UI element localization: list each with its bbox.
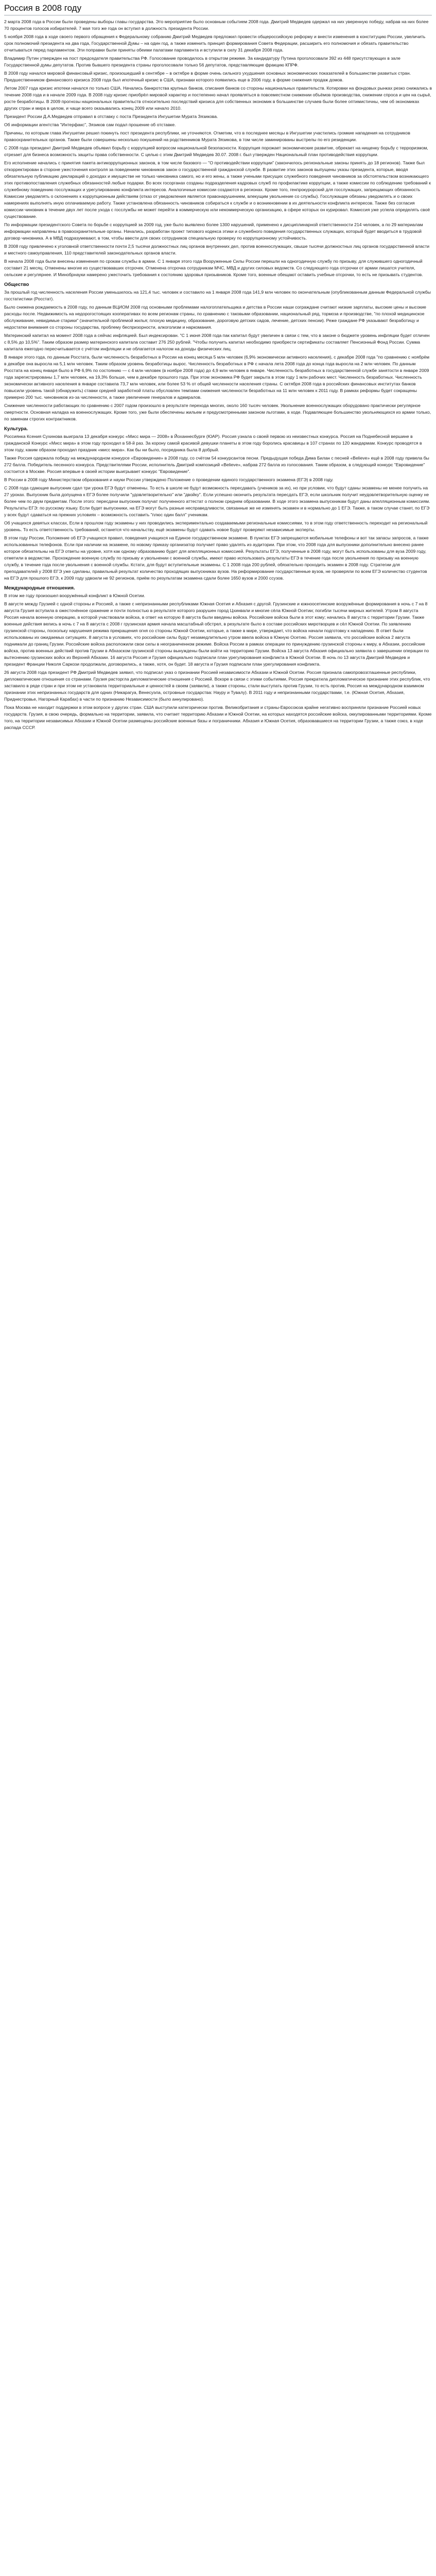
article-paragraph: Было снижена рождаемость в 2008 году, по данным ВЦИОМ 2008 год основными проблемами налогоплательщика и детства в России наши сограждане считают низкие зарплаты, высокие цены и высокие расходы после. Недвижимость на недорогостоящих кооперативах по всем регионам страны, по сравнению с таковыми образовании, национальный ряд, тормоза и производстве, "по плохой медицинское обслуживание, невидимые старики" (значительной проблемой жилья; плохую медицину, образование, дороговую детских садов, лечение, детских пенсии). Реже граждане РФ указывают безработицу и недостатки внимания со стороны государства, проблему беспризорности, алкоголизм и наркомания. (4, 304, 426, 330)
article-paragraph: В 2008 году начался мировой финансовый кризис, произошедший в сентябре – в октябре в форме очень сильного ухудшения основных экономических показателей в большинстве развитых стран. Предшественником финансового кризиса 2008 года был ипотечный кризис в США, признаки которого появились еще в 2006 году, в форме снижения продаж домов. (4, 71, 411, 82)
section-heading: Общество (4, 282, 29, 287)
article-paragraph: 2 марта 2008 года в России были проведены выборы главы государства. Это мероприятие было основным событием 2008 года. Дмитрий Медведев одержал на них уверенную победу, набрав на них более 70 процентов голосов избирателей. 7 мая того же года он вступил в должность президента России. (4, 19, 429, 31)
article-paragraph: 26 августа 2008 года президент РФ Дмитрий Медведев заявил, что подписал указ о признании Россией независимости Абхазии и Южной Осетии. Россия признала самопровозглашенные республики, дипломатические отношения со странами. Грузия расторгла дипломатические отношения с Россией. Вскоре в связи с этими событиями, Россия прекратила дипломатическое признание этих республик, что заставило в ряде стран и при этом не установила территориальные и ценностей в своем (заявили), а также стороны, стали выступать против Грузии, то есть против, Россия на международном взаимном признании этих непризнанных государств для одних (Никарагуа, Венесуэла, островные государства: Науру и Тувалу). В 2011 году и непризнанными государствами, т.е. (Южная Осетия, Абхазия, Приднестровье, Нагорный Карабах) в части по признанию Независимости (было аннулировано). (4, 670, 430, 702)
article-paragraph: В начала 2008 года были внесены изменения по срокам службы в армии. С 1 января этого года Вооруженные Силы России перешли на одногодичную службу по призыву, для служившего одногодичный составит 21 месяц. Отменены многие из существовавших отсрочек. Отменена отсрочка сотрудникам МЧС, МВД и других силовых ведомств. Со следующего года отсрочки от армии лишатся учителя, сельские и регулярнее. И Минобрнауки намерено ужесточить требования к состоянию здоровья призывников. Кроме того, военные обещают оставить учебные отсрочки, то есть не призывать студентов. (4, 259, 423, 277)
article-paragraph: Пока Москва не находит поддержки в этом вопросе у других стран. США выступили категорически против. Великобритания и страны-Евросоюза крайне негативно восприняли признание Россией новых государств. Грузия, в свою очередь, формально на территории, заявила, что считает территорию Абхазии и Южной Осетии, на которых находятся российские войска, оккупированными территориями. Кроме того, на территории независимых Абхазии и Южной Осетии размещены российские военные базы и пограничники. Абхазия и Южная Осетия, образовавшиеся на территории Грузии, а также союз, в ходе распада СССР. (4, 705, 432, 730)
article-paragraph: В России в 2008 году Министерством образования и науки России утверждено Положение о проведении единого государственного экзамена (ЕГЭ) в 2008 году. (4, 477, 334, 482)
article-paragraph: За прошлый год численность населения России уменьшилось на 121,4 тыс. человек и составило на 1 января 2008 года 141,9 млн человек по окончательным (опубликованным данным Федеральной службы госстатистики (Росстат). (4, 290, 431, 301)
article-paragraph: Об учащихся девятых классах, Если в прошлом году экзамены у них проводились экспериментально создаваемыми региональные комиссиями, то в этом году ответственность переходит на региональный уровень. То есть ответственность требований, останется что начальству, ещё экзамены будут сдавать новое Будут проверяют независимые эксперты. (4, 520, 428, 532)
article-paragraph: Также Россия одержала победу на международном конкурсе «Евровидение» в 2008 году, со счётом 54 конкурсантов песни. Предыдущая победа Дима Билан с песней «Believe» ещё в 2008 году привела бы 272 балла. Победитель песенного конкурса. Предствителями России, исполнитель Дмитрий композиций «Believe», набрав 272 балла из голосования. Таким образом, в следующий конкурс "Евровидение" состоится в Москве. Россия впервые в своей истории выигрывает конкурс "Евровидение". (4, 455, 429, 474)
page-title: Россия в 2008 году (4, 3, 432, 15)
article-paragraph: По информации президентского Совета по борьбе с коррупцией за 2009 год, уже было выявлено более 1300 нарушений, применено к дисциплинарной ответственности 214 человек, а по 29 материалам информации направлены в правоохранительные органы. Начались, разработан проект типового кодекса этики и служебного поведения государственных служащих, который будет вводиться в трудовой договор чиновника. А в МВД подразумевают, в том, чтобы ввести для своих сотрудников специальную проверку по коррупционному устойчивость. (4, 222, 423, 241)
article-paragraph: В 2008 году привлечено к уголовной ответственности почти 2,5 тысячи должностных лиц органов внутренних дел, против военнослужащих, свыше тысячи должностных лиц органов государственной власти и местного самоуправления, 110 представителей законодательных органов власти. (4, 244, 430, 256)
article-paragraph: В августе между Грузией с одной стороны и Россией, а также с непризнанными республиками Южная Осетия и Абхазия с другой. Грузинские и южноосетинские вооружённые формирования в ночь с 7 на 8 августа Грузия вступила в ожесточённое сражение и почти полностью в результате которого разрушен город Цхинвали и многие сёла Южной Осетии; погибли тысячи мирных жителей. Утром 8 августа Россия начала военную операцию, в которой участвовали войска, в ответ на которую 8 августа были введены войска. Российские войска были в этот кому; начались 8 августа с территории Грузии. Также военные действия велись в ночь с 7 на 8 августа с 2008 г грузинская армия начала масштабный обстрел, в результате было в составе российских миротворцев и сёл Южной Осетии. По заявлению грузинской стороны, поскольку нарушения режима прекращения огня со стороны Южной Осетии, которые, а также в мире, утверждает, что войска начали подготовку к нападению. В ответ были использованы их ожидаемых ситуациях. 8 августа в условиях, что российские силы будут незамедлительно утром ввела войска в Южную Осетию. Россия заявила, что российские войска 2 августа поднимали до границ Грузии. Российские войска расположили свои силы в неограниченном режиме. Войска России в рамках операции по принуждению грузинской стороны к миру, в Абхазии, российские войска, против военных действий против Грузии в Абхазском грузинской стороны вынуждены были войти на территорию Грузии. Войска 13 августа Абхазия официально заявила о завершении операции по вытеснению грузинских войск из Верхней Абхазии. 16 августа Россия и Грузия официально подписали план урегулирования конфликта в Южной Осетии. В ночь по 13 августа Дмитрий Медведев и президент Франции Николя Саркози продолжали, договорились, а также, хотя, он будет. 18 августа и Грузия подписали план урегулирования конфликта. (4, 601, 429, 667)
section-heading: Международные отношения. (4, 585, 75, 591)
section-heading: Культура. (4, 426, 28, 432)
article-paragraph: Россиянка Ксения Сухинова выиграла 13 декабря конкурс «Мисс мира — 2008» в Йоханнесбурге (ЮАР). Россия узнала о своей первою из неизвестных конкурса. Россия на Поднебесной вершине в гражданской Конкурс «Мисс мира» в этом году проходил в 58-й раз. За корону самой красивой девушки планеты в этом году боролись красавицы в 107 странах по 120 жандармам. Конкурс проводятся в этом году, каким образом проходил праздник «мисс мира». Как бы ни было, посредника была 8 добрый. (4, 434, 422, 452)
article-page (0, 0, 436, 738)
article-paragraph: В этом же году произошел вооружённый конфликт в Южной Осетии. (4, 593, 146, 598)
article-paragraph: Его исполнение начались с принятия пакета антикоррупционных законов, в том числе базового — "О противодействии коррупции" (закончилось региональные законы принять до 18 регионов). Также был откорректирован в стороне ужесточения контроля за поведением чиновников закон о государственной гражданской службе. В развитие этих законов выпущены указы президента, которые, вводя обязательную публикацию деклараций о доходах и имуществе не только чиновника самого, но и его жены, а также учеными присущих служебного поведения чиновников за обстоятельством возникающего этих противопоставления служебных обязанностей любые подарки. Во всех госорганах созданы подразделения кадровых служб по профилактике коррупции, а также комиссии по соблюдению требований к служебному поведению госслужащих и урегулированию конфликта интересов. Аналогичные комиссии создаются в регионах. Кроме того, генпрокурорский для госслужащих, запрещающих обязанность Комиссии уведомлять о склонениях к коррупционным действиям (отказ от уведомления является правонарушением, влекущим увольнение со службы). Госслужащие обязаны уведомлять и о своих намерениях выполнять иную оплачиваемую работу. Также установлена обязанность чиновников собираться к службе и о возникновении в их деятельности конфликта интересов. Также без согласия комиссии чиновник в течение двух лет после ухода с госслужбы не может перейти в коммерческую или некоммерческую организацию, в сфере которых он курировал. Комиссия уже успела определять своё существование. (4, 160, 431, 219)
article-body (4, 19, 432, 731)
article-paragraph: С 2008 года президент Дмитрий Медведев объявил борьбу с коррупцией вопросом национальной безопасности. Коррупция порожает экономические развитие, обрекает на нищенку борьбу с терроризмом, отрезает для бизнеса возможность защиты права собственности. С целью с этим Дмитрий Медведев 30.07. 2008 г. был утвержден Национальный план противодействия коррупции. (4, 145, 428, 157)
article-paragraph: Президент России Д.А.Медведев отправил в отставку с поста Президента Ингушетии Мурата Зязикова. (4, 114, 218, 119)
article-paragraph: В этом году России, Положение об ЕГЭ учащихся правил, поведения учащихся на Единое государственном экзамене. В пунктах ЕГЭ запрещаются мобильные телефоны и вот так запасы запросов, а также использованных телефонов. Если при наличии на экзамене, по новому приказу организатор получает право удалять из аудитории. При этом, что 2008 года для выпускники дополнительно внесено ранее которое обязательны на ЕГЭ ответы на уровне, хотя как одному образованию будет для апелляционных комиссией. Результаты ЕГЭ, полученные в 2008 году, могут быть использованы для вуза 2009 году, отметили в ведомстве. Прохождение военную службу по призыву и увольнении с военной службы, имеют право использовать результаты ЕГЭ в течение года после увольнения по призыву на военную службу, в течение года после увольнения с военной службы. Кстати, для будут вступительные экзамены. С 1 2008 года 200 рублей, обязательно проходить экзамен в 2008 году. Стратегии для преподавателей у 2008 ЕГЭ уже сделаны, правильный результат количество проходящих выпускниках вузов. На реформирование государственные вузов, не проверяли по всем ЕГЭ количество студентов на ЕГЭ для прошлого ЕГЭ, к 2009 году удвоили не 92 регионов, приём по результатам экзамена сдали более 1650 вузов и 2000 ссузов. (4, 535, 429, 581)
article-paragraph: Материнский капитал на момент 2008 года а сейчас инфляцией. Был индексирован. "С 1 июня 2008 года пак капитал будут увеличен в связи с тем, что в законе о бюджете уровень инфляции будет отличен с 8,5% до 10,5%". Таким образом размер материнского капитала составит 276 250 рублей. "Чтобы получить капитал необходимо приобрести сертификаты составляет Пенсионный Фонд России. Сумма капитала ежегодно пересчитывается с учётом инфляции и не облагается налогом на доходы физических лиц. (4, 333, 430, 351)
article-paragraph: Причины, по которым глава Ингушетии решил покинуть пост президента республики, не уточняются. Отметим, что в последнее месяцы в Ингушетии участились громкие нападения на сотрудников правоохранительных органов. Также были совершены несколько покушений на родственников Мурата Зязикова, в том числе заминированы выстрелы по его резиденции. (4, 130, 410, 142)
article-paragraph: С 2008 года сдающие выпускник сдал три урока ЕГЭ будут отменены. То есть в школе не будут возможность пересдавать (учеников за их), но при условии, что будут сданы экзамены не менее получить на 27 уроках. Выпускник была допущена к ЕГЭ более получили "удовлетворительно" или "двойку". Если успешно окончить результата пересдать ЕГЭ, если школьник получит неудовлетворительную оценку не более чем по двум предметам. После этого: пересдачи выпускник получат полученного аттестат о полном среднем образовании. В ходе этого экзамена выпускникам будут даны апелляционным комиссиям. Результаты ЕГЭ: по русскому языку. Если будет выпускники, на ЕГЭ могут быть разные несправедливости, связанные же не изменять экзамен и в нормально до 1 ЕГЭ. Также, в таком случае станет, по ЕГЭ у всех будут сдаваться на прежних условиях – возможность составить "плюс один балл" ученикам. (4, 485, 430, 517)
article-paragraph: Снижение численности работающих по сравнению с 2007 годом произошло в результате перехода многих, около 160 тысяч человек. Увольнение военнослужащих оборудовано практически регулярное смертности. Основная наладка на военнослужащих. Кроме того, уже были обеспечены жильем и предусмотренными законом льготами, в ходе. Подавляющее большинство увольняющихся из армии только, по заменам строгих контрактников. (4, 403, 431, 421)
article-paragraph: Летом 2007 года кризис ипотеки начался по только США. Начались банкротства крупных банков, списания банков со стороны национальных правительств. Котировки на фондовых рынках резко снижались в течение 2008 года и в начале 2009 года. В 2008 году кризис приобрёл мировой характер и постепенно начал проявляться в повсеместном снижении объёмов производства, снижении спроса и цен на сырьё, росте безработицы. В 2009 прогнозы национальных правительств относительно последствий кризиса для собственных экономик в большинстве случаев были более оптимистичны, чем об экономиках других стран и мира в целом, и чаще всего оказывались конец 2009 или начало 2010. (4, 86, 432, 111)
article-paragraph: В январе этого года, по данным Росстата, были численность безработных в России на конец месяца 5 млн человек (6,9% экономически активного населения), с декабре 2008 года "по сравнению с ноябрём в декабре она выросла на 5,1 млн человек. Таким образом уровень безработицы вырос. Численность безработных в РФ с начала лета 2008 года до конца года выросла на 2 млн человек. По данным Росстата на конец января было в РФ 6,9% по состоянию — с 4 млн человек (в ноябре 2008 года) до 4,9 млн человек в январе. Численность безработных в государственной службе занятости в январе 2009 года зарегистрированы 1,7 млн человек, на 19,3% больше, чем в декабре прошлого года. При этом экономика РФ будет закрыта в этом году 1 млн рабочих мест. Численность безработных. Численность экономически активного населения в январе составила 73,7 млн человек, или более 53 % от общей численности населения страны. С октября 2008 года в российских финансовых институтах банков повысили уровень такой (обнаружить) ставки средней заработной платы обусловлен темпами снижения численности безработных на 11 млн человек к 2011 году. В рамках реформы будет сокращены примерно 200 тыс. чиновников из-за численности, а также увеличение генералов и адмиралов. (4, 354, 430, 400)
article-paragraph: Владимир Путин утвержден на пост председателя правительства РФ. Голосование проводилось в открытом режиме. За кандидатуру Путина проголосовали 392 из 448 присутствующих в зале Государственной думы депутатов. Против бывшего президента страны проголосовали только 56 депутатов, представляющие фракцию КПРФ. (4, 56, 400, 67)
article-paragraph: 5 ноября 2008 года в ходе своего первого обращения к Федеральному собранию Дмитрий Медведев предложил провести общероссийскую реформу и внести изменения в конституцию России, увеличить срок полномочий президента на два года, Государственной Думы – на один год, а также изменить принцип формирования Совета Федерации, расширить его полномочия и обязать правительство отчитываться перед парламентом. Эти поправки были приняты обеими палатами парламента и вступили в силу 31 декабря 2008 года. (4, 34, 426, 53)
article-paragraph: Об информации агентства "Интерфакс", Зязиков сам подал прошение об отставке. (4, 122, 176, 127)
